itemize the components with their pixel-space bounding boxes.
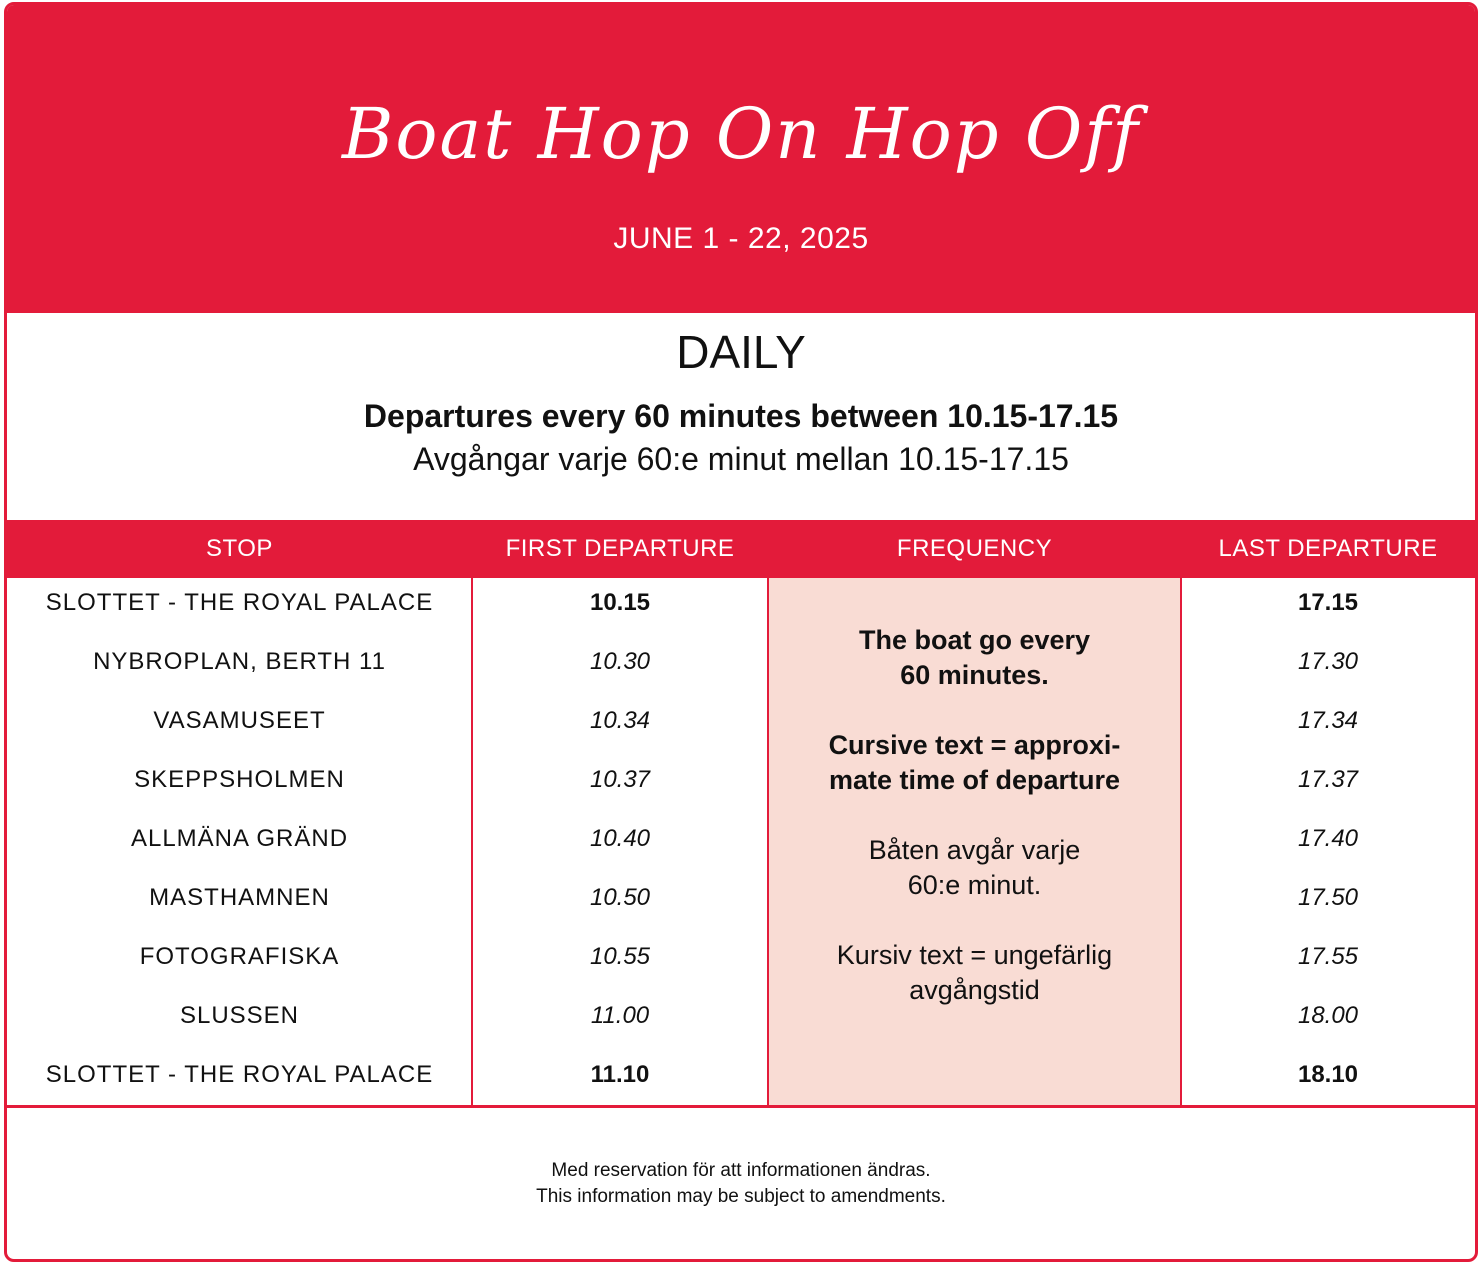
- first-departure-time: 10.40: [589, 825, 651, 852]
- stop-name: ALLMÄNA GRÄND: [130, 825, 349, 852]
- first-departure-time: 10.55: [589, 943, 651, 970]
- last-departure-time: 18.00: [1297, 1002, 1359, 1029]
- stop-name: SLOTTET - THE ROYAL PALACE: [45, 1061, 434, 1088]
- frequency-note-line: The boat go every: [858, 625, 1091, 655]
- frequency-note-line: Kursiv text = ungefärlig: [836, 940, 1113, 970]
- first-departure-time: 10.30: [589, 648, 651, 675]
- stop-name: VASAMUSEET: [153, 707, 326, 734]
- table-row: [7, 696, 1475, 755]
- stop-name: SLUSSEN: [179, 1002, 300, 1029]
- table-header: [7, 520, 1475, 578]
- column-header-first-departure: FIRST DEPARTURE: [505, 535, 735, 562]
- footer-disclaimer: [7, 1158, 1475, 1210]
- last-departure-time: 17.34: [1297, 707, 1359, 734]
- column-header-frequency: FREQUENCY: [896, 535, 1053, 562]
- last-departure-time: 17.40: [1297, 825, 1359, 852]
- first-departure-time: 10.50: [589, 884, 651, 911]
- disclaimer-en: This information may be subject to amendments.: [536, 1186, 946, 1207]
- stop-name: SLOTTET - THE ROYAL PALACE: [45, 589, 434, 616]
- frequency-note-line: Cursive text = approxi-: [828, 730, 1121, 760]
- first-departure-time: 10.15: [589, 589, 651, 616]
- last-departure-time: 18.10: [1297, 1061, 1359, 1088]
- table-row: [7, 755, 1475, 814]
- header-banner: [7, 5, 1475, 313]
- table-row: [7, 578, 1475, 637]
- frequency-note-line: 60:e minut.: [907, 870, 1042, 900]
- schedule-label: DAILY: [676, 326, 806, 378]
- stop-name: MASTHAMNEN: [149, 884, 330, 911]
- table-row: [7, 1050, 1475, 1109]
- table-row: [7, 873, 1475, 932]
- table-bottom-border: [7, 1105, 1475, 1108]
- frequency-note-line: mate time of departure: [828, 765, 1121, 795]
- timetable-card: [4, 2, 1478, 1262]
- table-row: [7, 991, 1475, 1050]
- table-row: [7, 637, 1475, 696]
- column-header-stop: STOP: [206, 535, 273, 562]
- last-departure-time: 17.30: [1297, 648, 1359, 675]
- departures-summary-sv: Avgångar varje 60:e minut mellan 10.15-17.15: [413, 441, 1069, 477]
- date-range: JUNE 1 - 22, 2025: [613, 222, 869, 255]
- frequency-note-line: avgångstid: [909, 975, 1040, 1005]
- first-departure-time: 11.10: [590, 1061, 650, 1088]
- last-departure-time: 17.15: [1297, 589, 1359, 616]
- column-header-last-departure: LAST DEPARTURE: [1218, 535, 1438, 562]
- first-departure-time: 10.37: [589, 766, 651, 793]
- first-departure-time: 10.34: [589, 707, 651, 734]
- table-row: [7, 814, 1475, 873]
- stop-name: SKEPPSHOLMEN: [134, 766, 345, 793]
- page-title: Boat Hop On Hop Off: [341, 93, 1141, 175]
- table-row: [7, 932, 1475, 991]
- frequency-note: [768, 623, 1181, 1008]
- first-departure-time: 11.00: [590, 1002, 650, 1029]
- frequency-note-line: Båten avgår varje: [868, 835, 1081, 865]
- stop-name: FOTOGRAFISKA: [139, 943, 340, 970]
- departures-summary-en: Departures every 60 minutes between 10.15-17.15: [363, 398, 1119, 434]
- last-departure-time: 17.37: [1297, 766, 1359, 793]
- last-departure-time: 17.55: [1297, 943, 1359, 970]
- disclaimer-sv: Med reservation för att informationen ändras.: [551, 1160, 931, 1181]
- frequency-note-line: 60 minutes.: [900, 660, 1049, 690]
- stop-name: NYBROPLAN, BERTH 11: [93, 648, 386, 675]
- last-departure-time: 17.50: [1297, 884, 1359, 911]
